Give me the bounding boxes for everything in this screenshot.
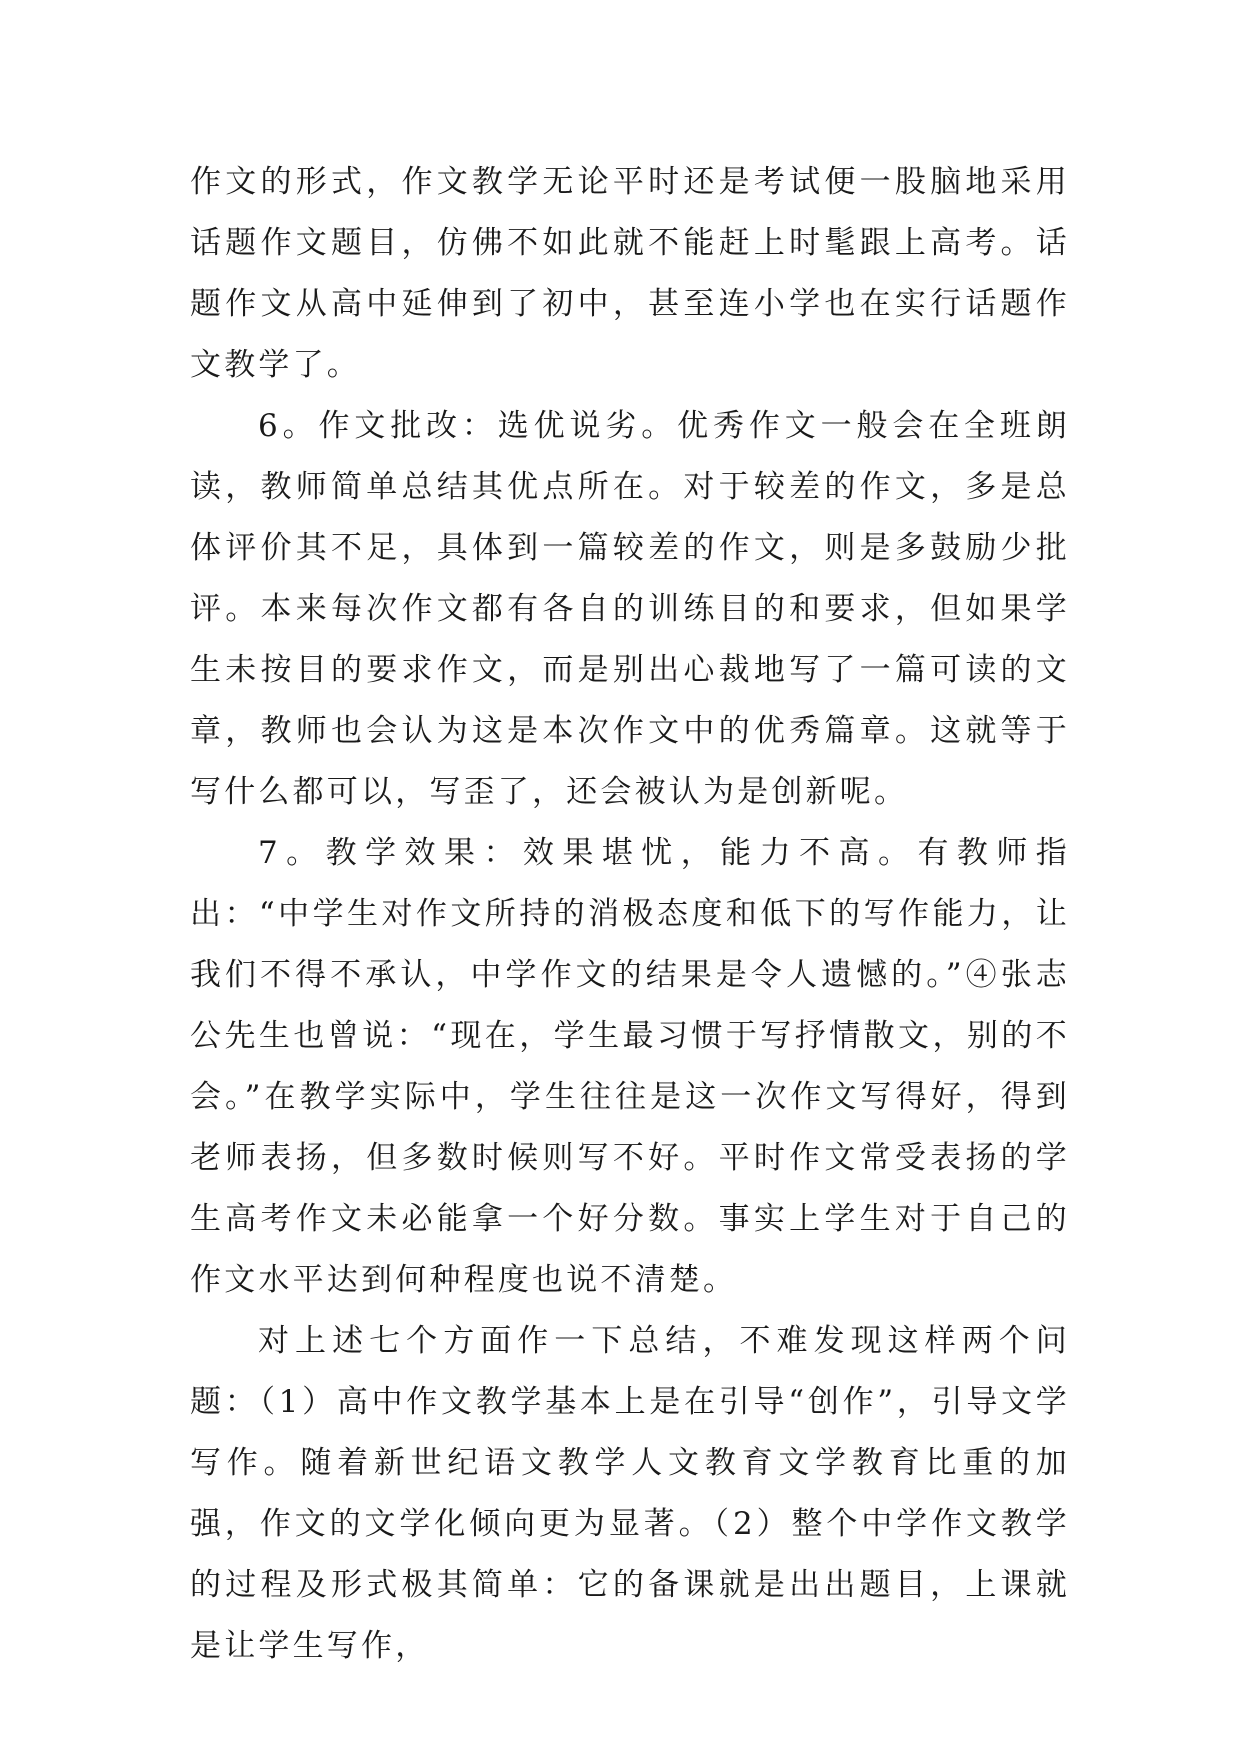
body-text xyxy=(190,152,1070,1677)
paragraph-3: 7。教学效果：效果堪忧，能力不高。有教师指出：“中学生对作文所持的消极态度和低下的写作能力，让我们不得不承认，中学作文的结果是令人遗憾的。”④张志公先生也曾说：“现在，学生最习惯于写抒情散文，别的不会。”在教学实际中，学生往往是这一次作文写得好，得到老师表扬，但多数时候则写不好。平时作文常受表扬的学生高考作文未必能拿一个好分数。事实上学生对于自己的作文水平达到何种程度也说不清楚。 xyxy=(190,835,1070,1298)
paragraph-4: 对上述七个方面作一下总结，不难发现这样两个问题：（1）高中作文教学基本上是在引导“创作”，引导文学写作。随着新世纪语文教学人文教育文学教育比重的加强，作文的文学化倾向更为显著。（2）整个中学作文教学的过程及形式极其简单：它的备课就是出出题目，上课就是让学生写作， xyxy=(190,1323,1070,1664)
paragraph-1: 作文的形式，作文教学无论平时还是考试便一股脑地采用话题作文题目，仿佛不如此就不能赶上时髦跟上高考。话题作文从高中延伸到了初中，甚至连小学也在实行话题作文教学了。 xyxy=(190,164,1070,383)
paragraph-2: 6。作文批改：选优说劣。优秀作文一般会在全班朗读，教师简单总结其优点所在。对于较差的作文，多是总体评价其不足，具体到一篇较差的作文，则是多鼓励少批评。本来每次作文都有各自的训练目的和要求，但如果学生未按目的要求作文，而是别出心裁地写了一篇可读的文章，教师也会认为这是本次作文中的优秀篇章。这就等于写什么都可以，写歪了，还会被认为是创新呢。 xyxy=(190,408,1070,810)
